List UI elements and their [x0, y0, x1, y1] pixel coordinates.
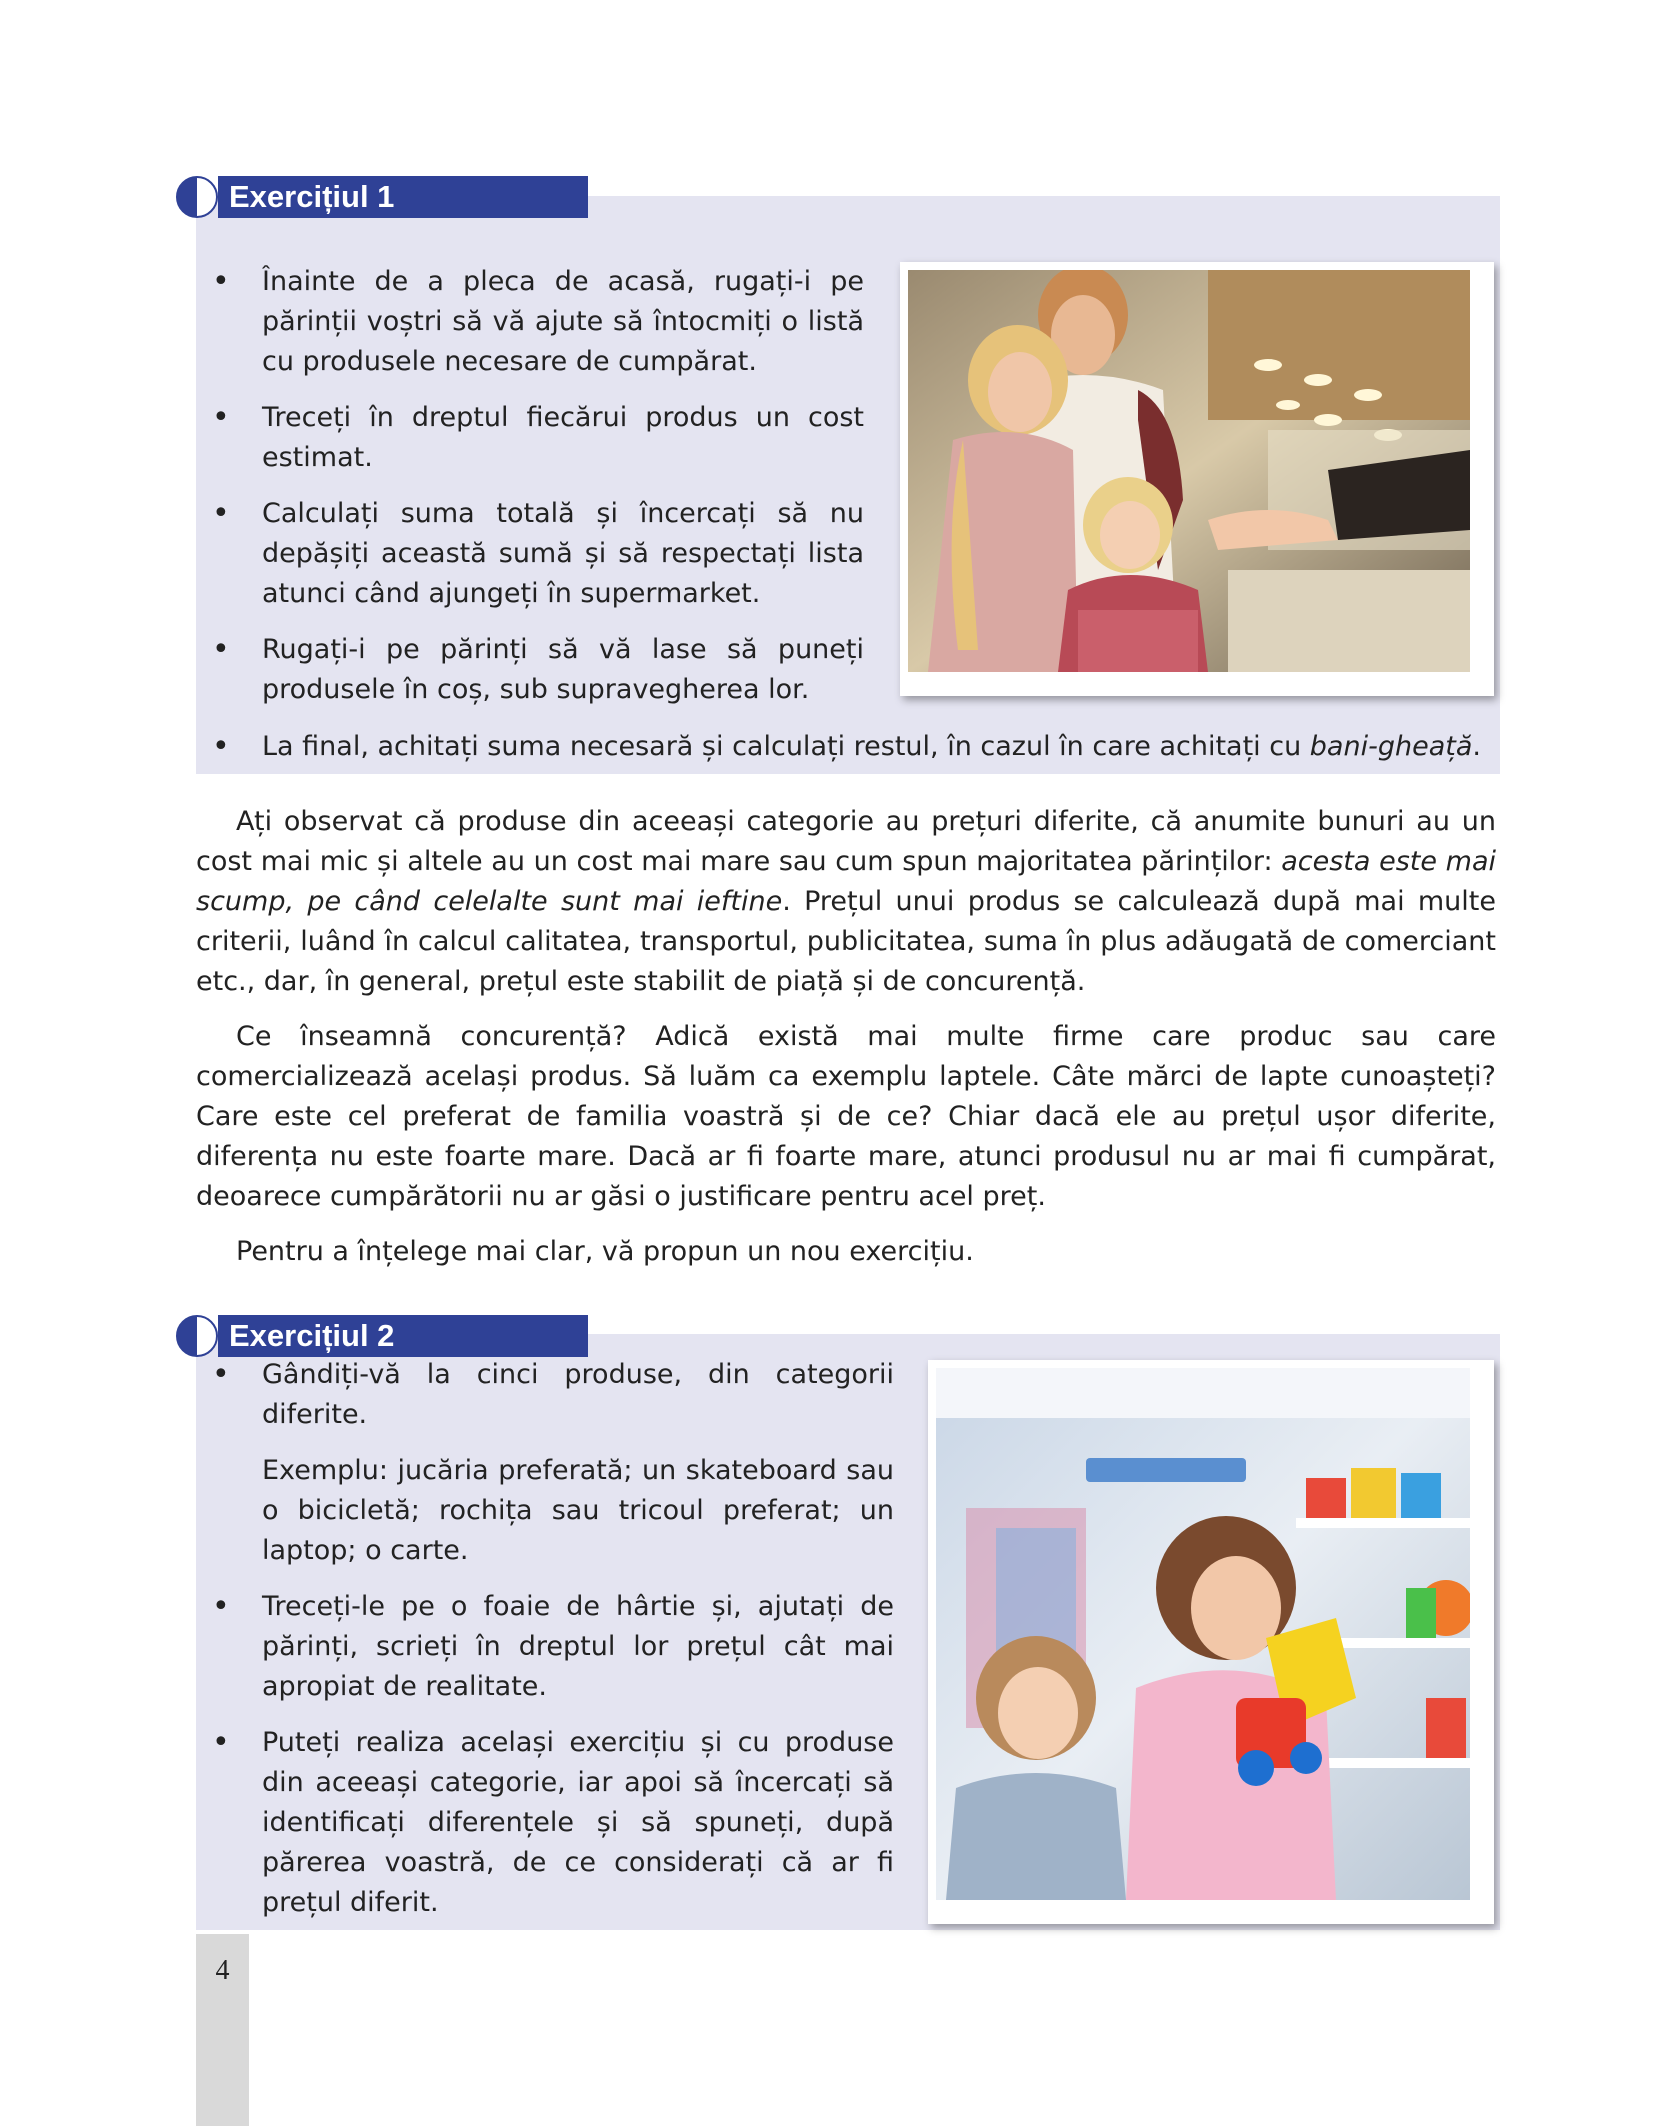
list-item: • Rugați-i pe părinți să vă lase să puneți produsele în coș, sub supravegherea lor.: [196, 630, 864, 710]
example-text: Exemplu: jucăria preferată; un skateboard sau o bicicletă; rochița sau tricoul preferat; un laptop; o carte.: [262, 1455, 894, 1566]
exercise-1-title: Exercițiul 1: [229, 179, 395, 214]
paragraph: Pentru a înțelege mai clar, vă propun un nou exercițiu.: [236, 1236, 974, 1267]
exercise-2-title: Exercițiul 2: [229, 1318, 395, 1353]
exercise-1-list: [196, 262, 864, 726]
list-item: • Gândiți-vă la cinci produse, din categorii diferite.: [196, 1355, 894, 1435]
list-item: • Treceți-le pe o foaie de hârtie și, ajutați de părinți, scrieți în dreptul lor prețul cât mai apropiat de realitate.: [196, 1587, 894, 1707]
list-item: • La final, achitați suma necesară și calculați restul, în cazul în care achitați cu bani-gheață.: [196, 727, 1496, 767]
paragraph: Ce înseamnă concurență? Adică există mai multe firme care produc sau care comercializează același produs. Să luăm ca exemplu laptele. Câte mărci de lapte cunoașteți? Care este cel preferat de familia voastră și de ce? Chiar dacă ele au prețul ușor diferite, diferența nu este foarte mare. Dacă ar fi foarte mare, atunci produsul nu ar mai fi cumpărat, deoarece cumpărătorii nu ar găsi o justificare pentru acel preț.: [196, 1021, 1496, 1212]
list-item: • Înainte de a pleca de acasă, rugați-i pe părinții voștri să vă ajute să întocmiți o listă cu produsele necesare de cumpărat.: [196, 262, 864, 382]
paragraph: Ați observat că produse din aceeași categorie au prețuri diferite, că anumite bunuri au un cost mai mic și altele au un cost mai mare sau cum spun majoritatea părinților: acesta este mai scump, pe când celelalte sunt mai ieftine. Prețul unui produs se calculează după mai multe criterii, luând în calcul calitatea, transportul, publicitatea, suma în plus adăugată de comerciant etc., dar, în general, prețul este stabilit de piață și de concurență.: [196, 806, 1496, 997]
children-toy-store-photo: [928, 1360, 1494, 1924]
family-shopping-photo: [900, 262, 1494, 696]
body-text: [196, 802, 1496, 1287]
exercise-2-list: [196, 1355, 894, 1939]
list-item: • Calculați suma totală și încercați să nu depășiți această sumă și să respectați lista atunci când ajungeți în supermarket.: [196, 494, 864, 614]
list-item: • Treceți în dreptul fiecărui produs un cost estimat.: [196, 398, 864, 478]
page-number: 4: [215, 1955, 230, 1986]
exercise-1-last-item: [196, 727, 1496, 783]
list-item: • Puteți realiza același exercițiu și cu produse din aceeași categorie, iar apoi să încercați să identificați diferențele și să spuneți, după părerea voastră, de ce considerați că ar fi prețul diferit.: [196, 1723, 894, 1923]
